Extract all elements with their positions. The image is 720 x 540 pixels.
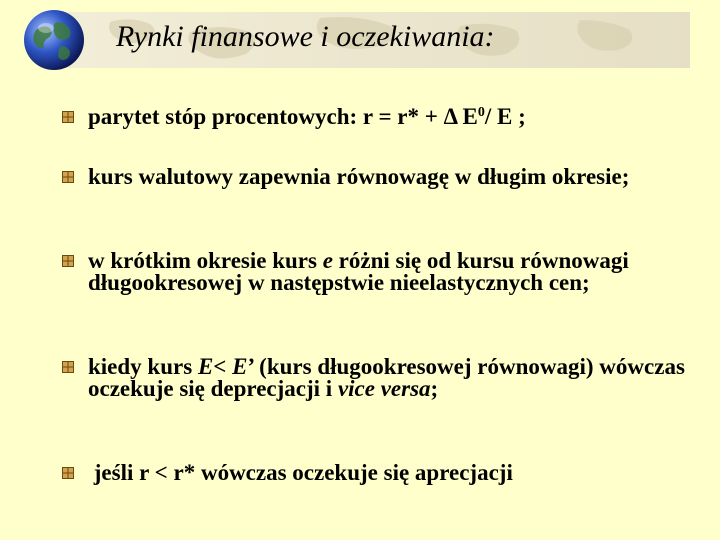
- bullet-icon: [62, 255, 74, 267]
- bullet-icon: [62, 361, 74, 373]
- bullet-text-appreciation: jeśli r < r* wówczas oczekuje się aprecjacji: [88, 460, 513, 485]
- bullet-text-parity: parytet stóp procentowych: r = r* + Δ $E^0/$ E ;: [88, 104, 526, 129]
- bullet-text-short-term: w krótkim okresie kurs e różni się od kursu równowagi długookresowej w następstwie nieelastycznych cen;: [88, 248, 629, 295]
- bullet-icon: [62, 171, 74, 183]
- bullet-icon: [62, 111, 74, 123]
- bullet-text-exchange-rate: kurs walutowy zapewnia równowagę w długim okresie;: [88, 164, 630, 189]
- bullet-icon: [62, 467, 74, 479]
- bullet-text-depreciation: kiedy kurs E< E’ (kurs długookresowej równowagi) wówczas oczekuje się deprecjacji i vice versa;: [88, 354, 685, 401]
- slide-title: Rynki finansowe i oczekiwania:: [116, 20, 495, 53]
- globe-icon: [22, 8, 86, 72]
